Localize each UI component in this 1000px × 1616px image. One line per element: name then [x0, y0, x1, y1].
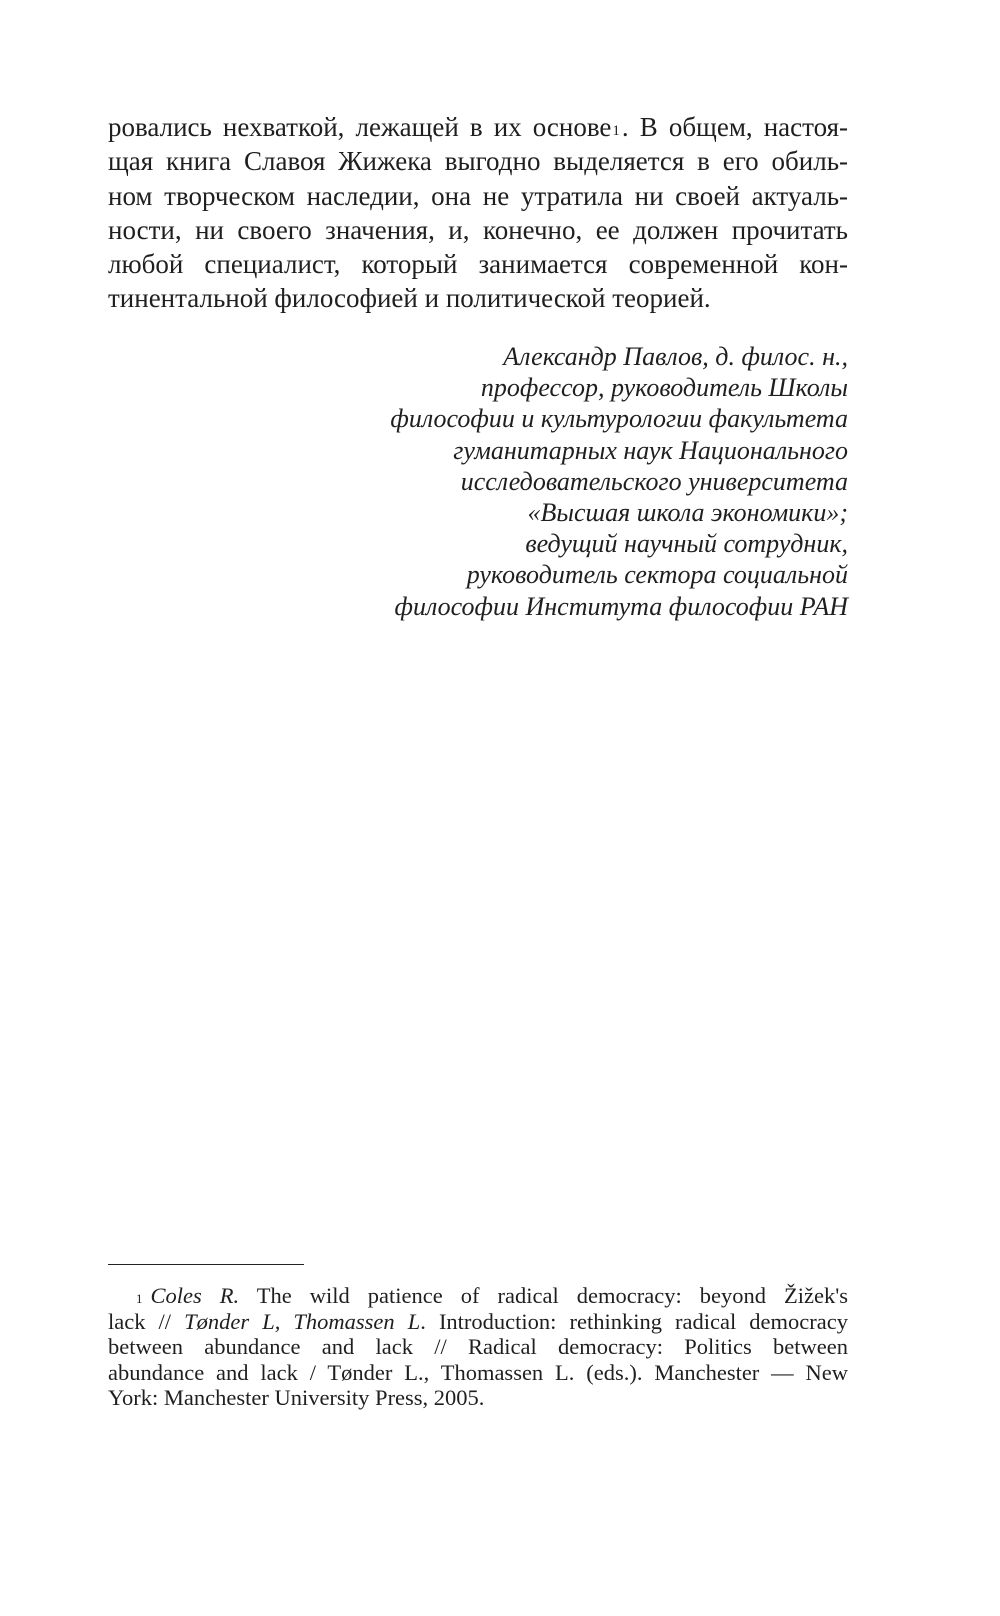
signature-line: руководитель сектора социальной: [466, 560, 848, 590]
text-line-end: . В общем, настоя-: [621, 112, 848, 142]
footnote-line: [108, 1283, 848, 1309]
footnote: [108, 1283, 848, 1411]
footnote-text: The wild patience of radical democracy: beyond Žižek's: [239, 1283, 849, 1308]
signature-line: гуманитарных наук Национального: [453, 435, 848, 465]
signature-line: «Высшая школа экономики»;: [527, 498, 848, 528]
footnote-reference: 1: [612, 123, 620, 139]
text-line: тинентальной философией и политической теорией.: [108, 283, 711, 314]
footnote-text: lack //: [108, 1308, 185, 1334]
author-signature: [288, 341, 848, 622]
signature-line: профессор, руководитель Школы: [480, 373, 848, 403]
text-line: ности, ни своего значения, и, конечно, ее должен прочитать: [108, 214, 848, 245]
footnote-line: between abundance and lack // Radical democracy: Politics between: [108, 1334, 848, 1359]
text-line: ном творческом наследии, она не утратила ни своей актуаль-: [108, 180, 848, 211]
footnote-divider: [108, 1264, 304, 1265]
body-paragraph: [108, 110, 848, 316]
footnote-line: York: Manchester University Press, 2005.: [108, 1385, 485, 1410]
footnote-line: [108, 1309, 848, 1335]
signature-line: Александр Павлов, д. филос. н.,: [503, 342, 848, 371]
footnote-mark: 1: [136, 1291, 143, 1306]
footnote-authors: Tønder L, Thomassen L: [184, 1308, 421, 1334]
signature-line: философии и культурологии факультета: [390, 404, 848, 434]
text-line: щая книга Славоя Жижека выгодно выделяется в его обиль-: [108, 146, 848, 177]
signature-line: исследовательского университета: [460, 466, 848, 496]
signature-line: ведущий научный сотрудник,: [525, 529, 848, 559]
signature-line: философии Института философии РАН: [394, 591, 848, 621]
text-line: [108, 110, 848, 144]
footnote-author: Coles R.: [150, 1283, 240, 1308]
text-line: любой специалист, который занимается современной кон-: [108, 249, 848, 280]
footnote-text: . Introduction: rethinking radical democracy: [420, 1308, 849, 1334]
footnote-line: abundance and lack / Tønder L., Thomassen L. (eds.). Manchester — New: [108, 1359, 848, 1385]
text-line-start: ровались нехваткой, лежащей в их основе: [108, 112, 612, 142]
